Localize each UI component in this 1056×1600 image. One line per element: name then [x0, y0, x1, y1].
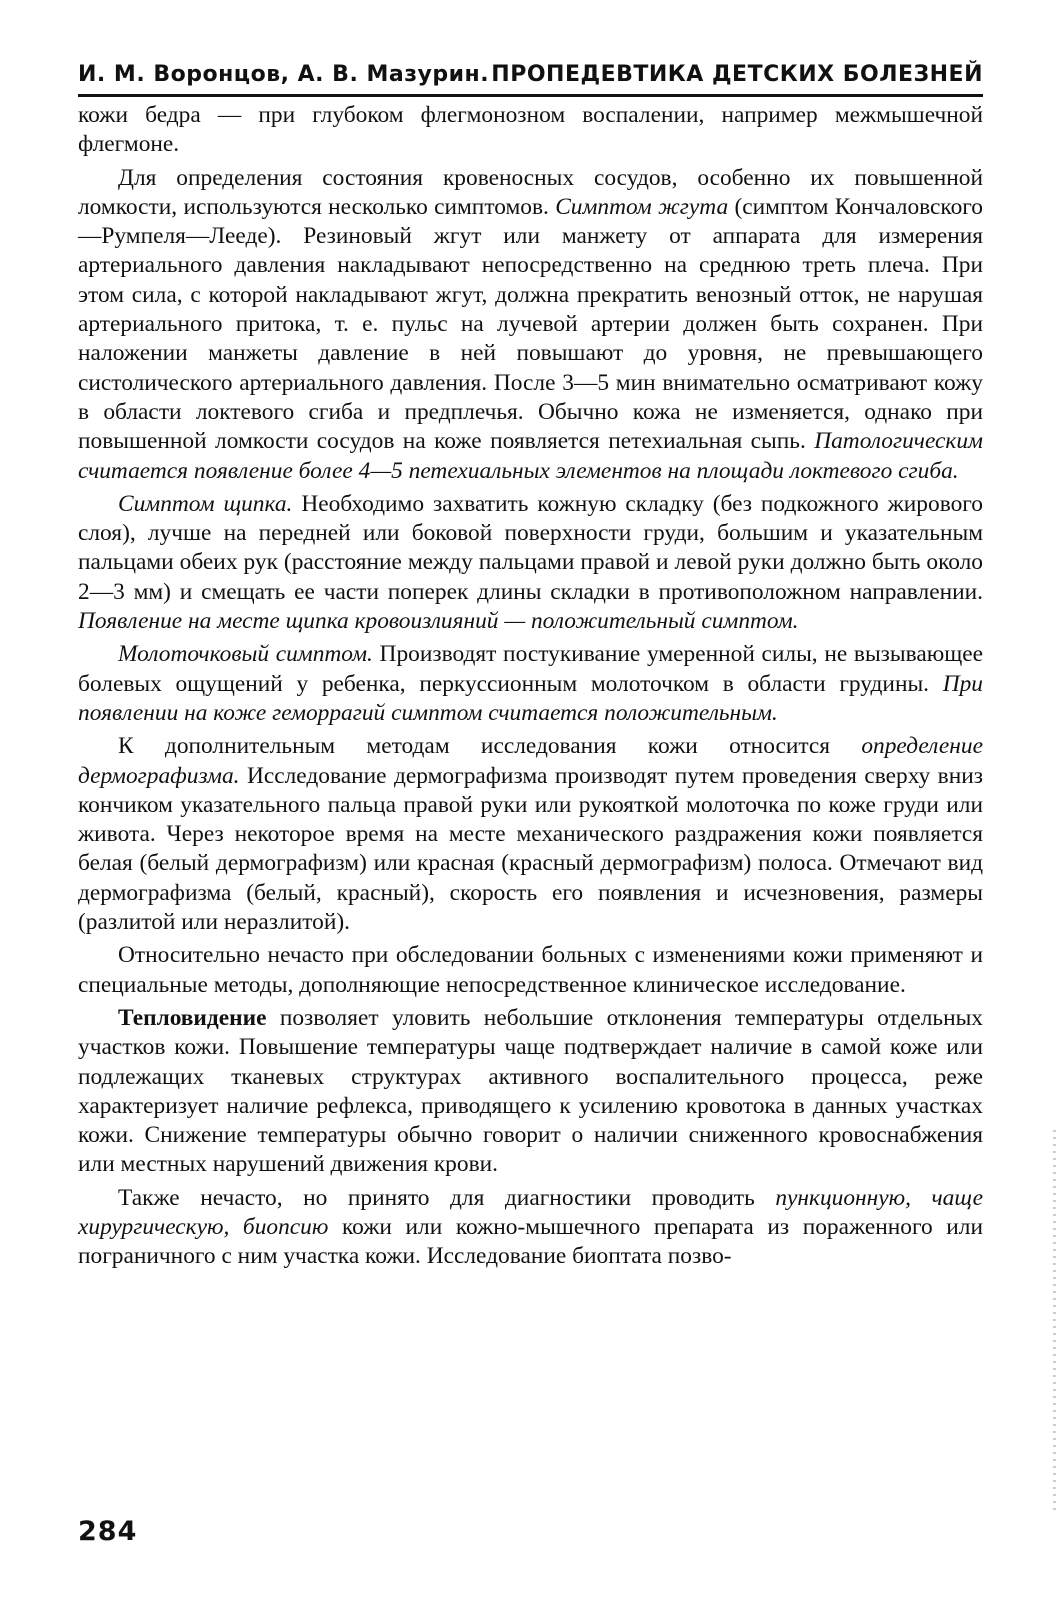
italic-text-run: пункционную, чаще хирургическую, биопсию [78, 1184, 983, 1240]
running-head [78, 60, 983, 94]
header-rule [78, 94, 983, 97]
italic-text-run: Молоточковый симптом. [118, 641, 373, 668]
italic-text-run: Патологическим считается появление более 4—5 петехиальных элементов на площади локтевого сгиба. [78, 428, 983, 484]
italic-text-run: Симптом щипка. [118, 490, 293, 517]
paragraph [78, 732, 983, 937]
text-run: (симптом Кончаловского—Румпеля—Лееде). Резиновый жгут или манжету от аппарата для измерения артериального давления накладывают непосредственно на среднюю треть плеча. При этом сила, с которой накладывают жгут, должна прекратить венозный отток, не нарушая артериального притока, т. е. пульс на лучевой артерии должен быть сохранен. При наложении манжеты давление в ней повышают до уровня, не превышающего систолического артериального давления. После 3—5 мин внимательно осматривают кожу в области локтевого сгиба и предплечья. Обычно кожа не изменяется, однако при повышенной ломкости сосудов на коже появляется петехиальная сыпь. [78, 193, 984, 455]
paragraph [78, 640, 983, 728]
text-run: Для определения состояния кровеносных сосудов, особенно их повышенной ломкости, используются несколько симптомов. [78, 164, 983, 220]
running-head-authors: И. М. Воронцов, А. В. Мазурин. [78, 62, 490, 87]
paragraph [78, 941, 983, 1000]
italic-text-run: определение дермографизма. [78, 733, 983, 789]
body-text [78, 101, 983, 1272]
book-page [78, 60, 983, 1580]
text-run: позволяет уловить небольшие отклонения температуры отдельных участков кожи. Повышение температуры чаще подтверждает наличие в самой коже или подлежащих тканевых структурах активного воспалительного процесса, реже характеризует наличие рефлекса, приводящего к усилению кровотока в данных участках кожи. Снижение температуры обычно говорит о наличии сниженного кровоснабжения или местных нарушений движения крови. [78, 1004, 983, 1178]
paragraph [78, 1184, 983, 1272]
italic-text-run: Появление на месте щипка кровоизлияний — положительный симптом. [78, 608, 799, 635]
bold-text-run: Тепловидение [118, 1004, 267, 1031]
text-run: К дополнительным методам исследования кожи относится [118, 733, 862, 760]
paragraph [78, 1004, 983, 1180]
text-run: Также нечасто, но принято для диагностики проводить [118, 1184, 776, 1211]
text-run: Необходимо захватить кожную складку (без подкожного жирового слоя), лучше на передней или боковой поверхности груди, большим и указательным пальцами обеих рук (расстояние между пальцами правой и левой руки должно быть около 2—3 мм) и смещать ее части поперек длины складки в противоположном направлении. [78, 490, 983, 605]
text-run: Относительно нечасто при обследовании больных с изменениями кожи применяют и специальные методы, дополняющие непосредственное клиническое исследование. [78, 942, 983, 998]
text-run: кожи бедра — при глубоком флегмонозном воспалении, например межмышечной флегмоне. [78, 102, 983, 158]
paragraph [78, 164, 983, 486]
italic-text-run: При появлении на коже геморрагий симптом считается положительным. [78, 670, 983, 726]
paragraph [78, 490, 983, 636]
paragraph [78, 101, 983, 160]
italic-text-run: Симптом жгута [555, 193, 729, 220]
running-head-title: ПРОПЕДЕВТИКА ДЕТСКИХ БОЛЕЗНЕЙ [491, 62, 983, 87]
text-run: Исследование дермографизма производят путем проведения сверху вниз кончиком указательного пальца правой руки или рукояткой молоточка по коже груди или живота. Через некоторое время на месте механического раздражения кожи появляется белая (белый дермографизм) или красная (красный дермографизм) полоса. Отмечают вид дермографизма (белый, красный), скорость его появления и исчезновения, размеры (разлитой или неразлитой). [78, 762, 983, 936]
text-run: Производят постукивание умеренной силы, не вызывающее болевых ощущений у ребенка, перкуссионным молоточком в области грудины. [78, 641, 983, 697]
text-run: кожи или кожно-мышечного препарата из пораженного или пограничного с ним участка кожи. Исследование биоптата позво- [78, 1213, 983, 1270]
page-number: 284 [78, 1516, 138, 1547]
